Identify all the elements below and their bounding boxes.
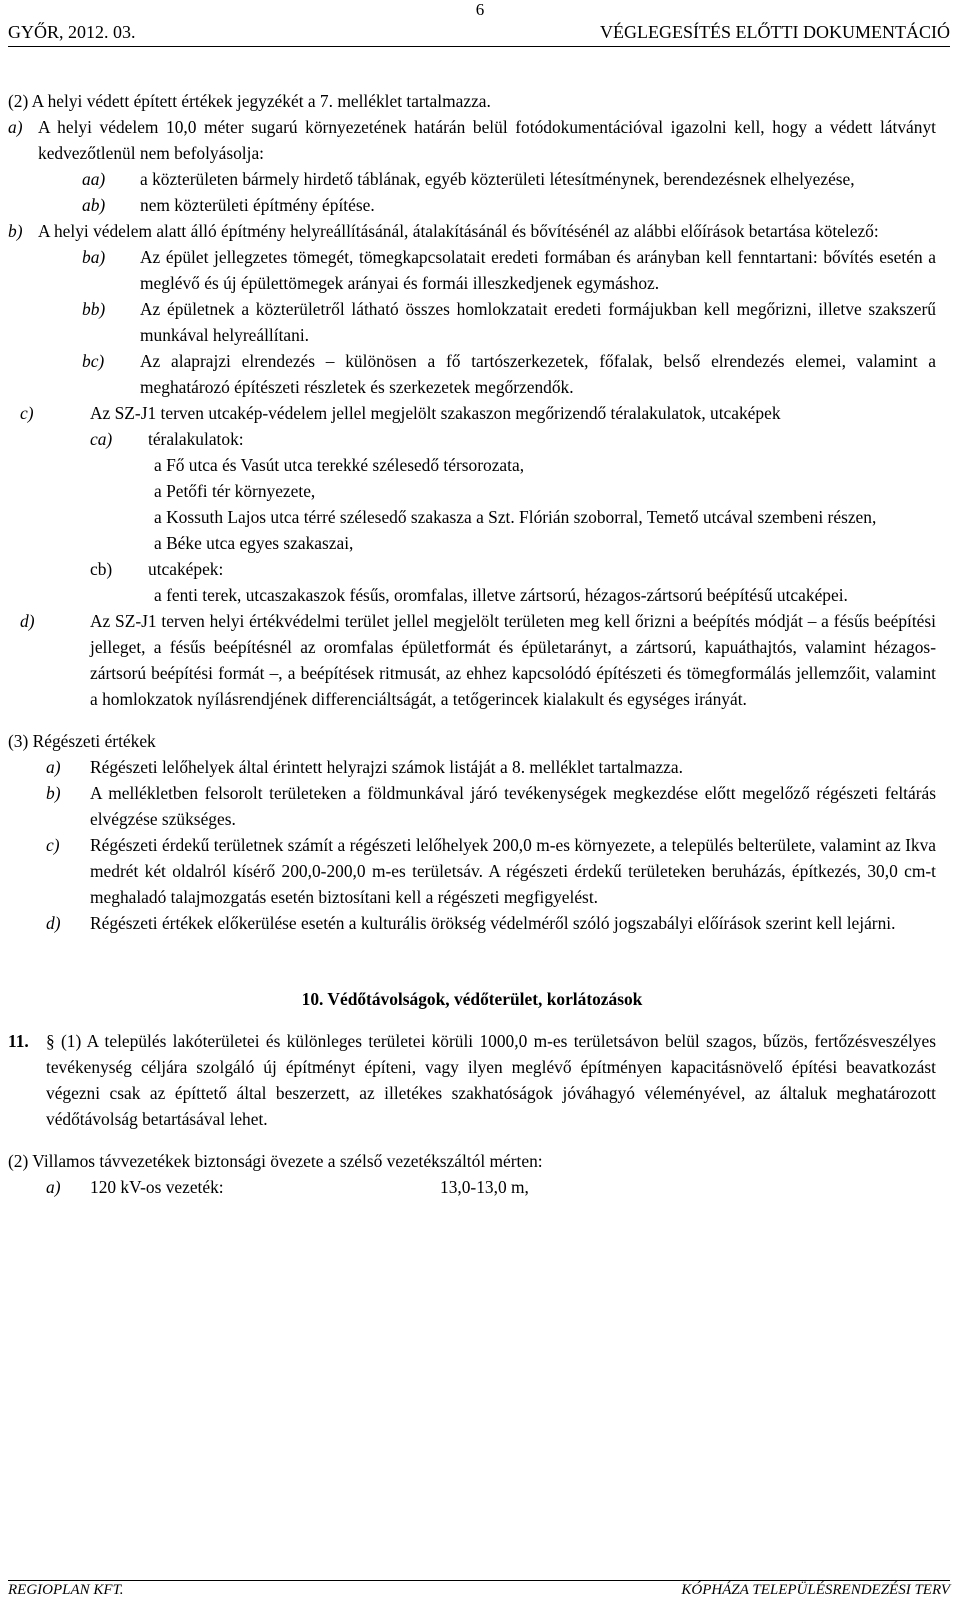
list-item: a Fő utca és Vasút utca terekké szélesedő térsorozata, <box>154 455 525 475</box>
ca-list <box>154 452 936 556</box>
item-text: Régészeti érdekű területnek számít a régészeti lelőhelyek 200,0 m-es környezete, a település belterülete, valamint az Ikva medrét két oldalról kísérő 200,0-200,0 m-es területsáv. A régészeti érdekű területeken beruházás, építkezés, 30,0 cm-t meghaladó talajmozgatás esetén biztosítani kell a régészeti megfigyelést. <box>90 835 936 907</box>
item-text: a közterületen bármely hirdető táblának, egyéb közterületi létesítménynek, berendezésnek elhelyezése, <box>140 169 855 189</box>
item-text: Az SZ-J1 terven utcakép-védelem jellel megjelölt szakaszon megőrizendő téralakulatok, utcaképek <box>90 403 781 423</box>
p3-item-b <box>46 780 936 832</box>
page-number: 6 <box>475 0 485 19</box>
item-label: bc) <box>82 351 105 371</box>
paragraph-3-title: (3) Régészeti értékek <box>8 731 156 751</box>
item-label: ab) <box>82 195 106 215</box>
item-label: a) <box>8 117 23 137</box>
item-label: a) <box>46 1177 61 1197</box>
item-bb <box>82 296 936 348</box>
item-bc <box>82 348 936 400</box>
item-ba <box>82 244 936 296</box>
item-label: cb) <box>90 559 113 579</box>
item-text: 120 kV-os vezeték: <box>90 1177 224 1197</box>
item-text: utcaképek: <box>148 559 224 579</box>
item-text: A helyi védelem 10,0 méter sugarú környezetének határán belül fotódokumentációval igazolni kell, hogy a védett látványt kedvezőtlenül nem befolyásolja: <box>38 117 936 163</box>
item-label: a) <box>46 757 61 777</box>
item-label: b) <box>8 221 23 241</box>
list-item: a Petőfi tér környezete, <box>154 481 316 501</box>
item-text: Az épület jellegzetes tömegét, tömegkapcsolatait eredeti formában és arányban kell fenntartani: bővítés esetén a meglévő és új épülettömegek arányai és formái illeszkedjenek egymáshoz. <box>140 247 936 293</box>
document-body <box>8 88 936 1200</box>
s11-item-a <box>46 1174 936 1200</box>
item-text: A helyi védelem alatt álló építmény helyreállításánál, átalakításánál és bővítésénél az alábbi előírások betartása kötelező: <box>38 221 879 241</box>
item-label: c) <box>20 403 34 423</box>
page-header <box>8 22 950 47</box>
page-footer <box>8 1580 950 1598</box>
p3-item-a <box>46 754 936 780</box>
item-text: Régészeti értékek előkerülése esetén a kulturális örökség védelméről szóló jogszabályi előírások szerint kell lejárni. <box>90 913 896 933</box>
p3-item-c <box>46 832 936 910</box>
section-text: (1) A település lakóterületei és különleges területei körüli 1000,0 m-es területsávon belül szagos, bűzös, fertőzésveszélyes tevékenység céljára szolgáló új építményt építeni, vagy ilyen meglévő építményen kapacitásnövelő építési beavatkozást végezni csak az építtető által beszerzett, az illetékes szakhatóságok jóváhagyó véleményével, az általuk meghatározott védőtávolság betartásával lehet. <box>46 1031 936 1129</box>
footer-project: KÓPHÁZA TELEPÜLÉSRENDEZÉSI TERV <box>681 1582 950 1598</box>
list-item: a Béke utca egyes szakaszai, <box>154 533 354 553</box>
item-text: Régészeti lelőhelyek által érintett helyrajzi számok listáját a 8. melléklet tartalmazza. <box>90 757 683 777</box>
section-heading: 10. Védőtávolságok, védőterület, korlátozások <box>301 989 643 1009</box>
p3-item-d <box>46 910 936 936</box>
item-a <box>8 114 936 166</box>
item-d <box>8 608 936 712</box>
section-sign: § <box>46 1031 55 1051</box>
item-label: ba) <box>82 247 106 267</box>
item-aa <box>82 166 936 192</box>
item-label: aa) <box>82 169 106 189</box>
item-label: bb) <box>82 299 106 319</box>
item-text: Az épületnek a közterületről látható összes homlokzatait eredeti formájukban kell megőrizni, illetve szakszerű munkával helyreállítani. <box>140 299 936 345</box>
item-label: c) <box>46 835 60 855</box>
item-text: A mellékletben felsorolt területeken a földmunkával járó tevékenységek megkezdése előtt megelőző régészeti feltárás elvégzése szükséges. <box>90 783 936 829</box>
item-ca <box>90 426 936 452</box>
item-text: Az alaprajzi elrendezés – különösen a fő tartószerkezetek, főfalak, belső elrendezés elemei, valamint a meghatározó építészeti részletek és szerkezetek megőrzendők. <box>140 351 936 397</box>
item-text: Az SZ-J1 terven helyi értékvédelmi terület jellel megjelölt területen meg kell őrizni a beépítés módját – a fésűs beépítési jelleget, a fésűs beépítésnél az oromfalas épületformát és épületarányt, a zártsorú, kapuáthajtós, valamint hézagos-zártsorú beépítési formát –, a beépítések ritmusát, az ehhez kapcsolódó építészeti és tömegformálás jellemzőit, valamint a homlokzatok nyílásrendjének differenciáltságát, a tetőgerincek kialakult és egységes irányát. <box>90 611 936 709</box>
cb-list <box>154 582 936 608</box>
header-date: GYŐR, 2012. 03. <box>8 22 136 42</box>
item-label: d) <box>20 611 35 631</box>
header-status: VÉGLEGESÍTÉS ELŐTTI DOKUMENTÁCIÓ <box>600 22 950 42</box>
section-11 <box>8 1028 936 1132</box>
item-cb <box>90 556 936 582</box>
item-text: téralakulatok: <box>148 429 244 449</box>
paragraph-2-intro: (2) A helyi védett épített értékek jegyzékét a 7. melléklet tartalmazza. <box>8 91 491 111</box>
list-item: a fenti terek, utcaszakaszok fésűs, oromfalas, illetve zártsorú, hézagos-zártsorú beépítésű utcaképei. <box>154 585 848 605</box>
item-label: d) <box>46 913 61 933</box>
list-item: a Kossuth Lajos utca térré szélesedő szakasza a Szt. Flórián szoborral, Temető utcával szembeni részen, <box>154 507 877 527</box>
item-c <box>8 400 936 426</box>
footer-company: REGIOPLAN KFT. <box>8 1582 124 1598</box>
section-number: 11. <box>8 1031 29 1051</box>
section-11-paragraph-1 <box>46 1028 936 1132</box>
item-label: b) <box>46 783 61 803</box>
item-value: 13,0-13,0 m, <box>440 1177 529 1197</box>
item-ab <box>82 192 936 218</box>
section-11-paragraph-2: (2) Villamos távvezetékek biztonsági övezete a szélső vezetékszáltól mérten: <box>8 1151 543 1171</box>
item-text: nem közterületi építmény építése. <box>140 195 375 215</box>
item-b <box>8 218 936 244</box>
item-label: ca) <box>90 429 113 449</box>
